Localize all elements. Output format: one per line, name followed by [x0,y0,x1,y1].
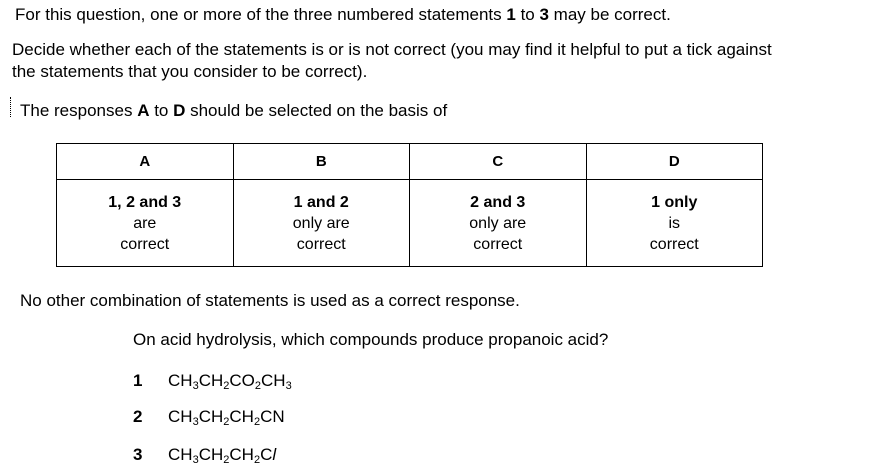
cell-line: correct [296,235,346,253]
header-a: A [57,144,234,180]
header-d: D [586,144,763,180]
chemical-formula: $CH_3CH_2CO_2CH_3$ [168,371,292,392]
statement-ref: 3 [539,5,549,24]
cell-d [586,180,763,267]
cell-line: 2 and 3 [470,193,526,211]
instruction-text: For this question, one or more of the three numbered statements [15,5,507,24]
cell-line: correct [473,235,523,253]
cell-line: only are [469,214,527,232]
chemical-formula: $CH_3CH_2CH_2CN$ [168,407,285,428]
response-key-table [56,143,763,267]
header-b: B [233,144,410,180]
table-row [57,180,763,267]
cell-line: 1 and 2 [293,193,349,211]
cell-line: correct [649,235,699,253]
header-c: C [410,144,587,180]
cell-line: are [133,214,157,232]
instruction-text: The responses [20,101,138,120]
combination-note: No other combination of statements is used as a correct response. [20,291,520,310]
cell-a [57,180,234,267]
instruction-text: to [149,101,174,120]
statement-number: 1 [133,371,143,390]
response-ref: A [137,101,150,120]
response-ref: D [173,101,186,120]
instruction-text: to [515,5,540,24]
instruction-line-4 [20,101,447,121]
instruction-line-2: Decide whether each of the statements is or is not correct (you may find it helpful to put a tick against [12,40,772,59]
statement-number: 3 [133,445,143,464]
statement-3 [133,445,276,465]
statement-ref: 1 [506,5,516,24]
cell-line: 1, 2 and 3 [108,193,182,211]
instruction-text: should be selected on the basis of [185,101,448,120]
statement-2 [133,407,285,427]
statement-1 [133,371,292,391]
instruction-line-1 [15,5,671,25]
table-header-row [57,144,763,180]
question-text: On acid hydrolysis, which compounds produce propanoic acid? [133,330,609,349]
statement-number: 2 [133,407,143,426]
cell-line: only are [292,214,350,232]
cell-line: 1 only [651,193,698,211]
cell-line: is [668,214,681,232]
cell-b [233,180,410,267]
chemical-formula: $CH_3CH_2CH_2Cl$ [168,445,277,466]
cell-c [410,180,587,267]
instruction-line-3: the statements that you consider to be correct). [12,62,368,81]
instruction-text: may be correct. [548,5,671,24]
cell-line: correct [120,235,170,253]
margin-marker [10,97,11,117]
